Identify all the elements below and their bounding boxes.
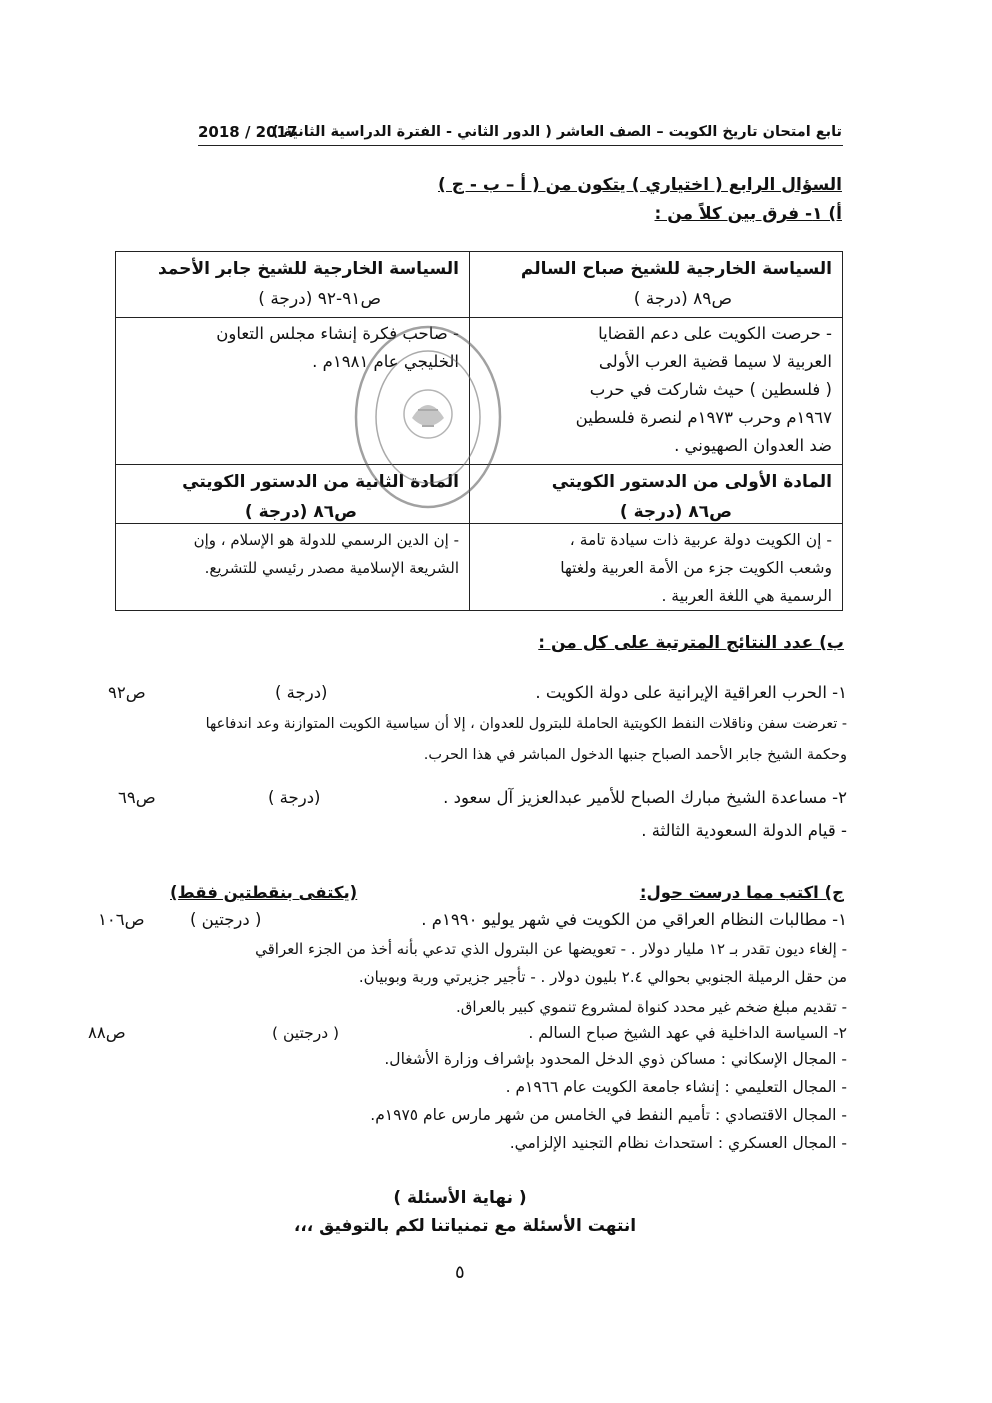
table-header-label: السياسة الخارجية للشيخ صباح السالم bbox=[520, 259, 832, 279]
part-c-item-one-mark: ( درجتين ) bbox=[190, 910, 262, 929]
table-cell-line: الشريعة الإسلامية مصدر رئيسي للتشريع. bbox=[204, 559, 459, 577]
part-c-item-one-answer: - إلغاء ديون تقدر بـ ١٢ مليار دولار . - تعويضها عن البترول الذي تدعي بأنه أخذ من الجزء العراقي bbox=[255, 940, 847, 958]
table-cell-line: الرسمية هي اللغة العربية . bbox=[661, 587, 832, 605]
table-cell-line: - حرصت الكويت على دعم القضايا bbox=[598, 324, 832, 343]
table-cell-line: ١٩٦٧م وحرب ١٩٧٣م لنصرة فلسطين bbox=[575, 408, 832, 427]
part-b-item-one-page: ص٩٢ bbox=[108, 683, 146, 702]
table-cell-sabah-policy bbox=[469, 317, 843, 465]
table-cell-line: وشعب الكويت جزء من الأمة العربية ولغتها bbox=[560, 559, 832, 577]
part-c-item-two-mark: ( درجتين ) bbox=[272, 1024, 340, 1042]
page-number: ٥ bbox=[455, 1262, 465, 1283]
question-four-title: السؤال الرابع ( اختياري ) يتكون من ( أ – ب - ج ) bbox=[438, 175, 842, 195]
part-c-item-two-page: ص٨٨ bbox=[88, 1023, 126, 1042]
table-cell-line: العربية لا سيما قضية العرب الأولى bbox=[598, 352, 832, 371]
table-header-article-one bbox=[469, 464, 843, 524]
part-c-item-two: ٢- السياسة الداخلية في عهد الشيخ صباح السالم . bbox=[528, 1024, 847, 1042]
part-c-item-two-answer: - المجال التعليمي : إنشاء جامعة الكويت عام ١٩٦٦م . bbox=[505, 1078, 847, 1096]
table-header-sabah bbox=[469, 251, 843, 318]
part-b-item-two-answer: - قيام الدولة السعودية الثالثة . bbox=[641, 821, 847, 840]
part-b-item-one-mark: (درجة ) bbox=[275, 683, 328, 702]
part-b-item-one: ١- الحرب العراقية الإيرانية على دولة الكويت . bbox=[535, 683, 847, 702]
exam-header-title: تابع امتحان تاريخ الكويت – الصف العاشر ( الدور الثاني - الفترة الدراسية الثانية ) bbox=[271, 124, 842, 140]
table-cell-line: - إن الدين الرسمي للدولة هو الإسلام ، وإن bbox=[193, 531, 459, 549]
table-header-mark: ص٨٦ (درجة ) bbox=[244, 502, 357, 522]
part-c-item-one-answer: من حقل الرميلة الجنوبي بحوالي ٢.٤ بليون دولار . - تأجير جزيرتي وربة وبوبيان. bbox=[358, 968, 847, 986]
part-c-item-one: ١- مطالبات النظام العراقي من الكويت في شهر يوليو ١٩٩٠م . bbox=[421, 910, 847, 929]
end-of-questions: ( نهاية الأسئلة ) bbox=[393, 1188, 527, 1208]
part-b-title: ب) عدد النتائج المترتبة على كل من : bbox=[538, 633, 844, 653]
part-a-title: أ) ١- فرق بين كلاً من : bbox=[654, 204, 842, 224]
table-cell-article-two bbox=[115, 523, 470, 611]
part-b-item-one-answer: وحكمة الشيخ جابر الأحمد الصباح جنبها الدخول المباشر في هذا الحرب. bbox=[423, 747, 847, 763]
part-c-item-one-answer: - تقديم مبلغ ضخم غير محدد كنواة لمشروع تنموي كبير بالعراق. bbox=[456, 998, 847, 1016]
table-header-label: السياسة الخارجية للشيخ جابر الأحمد bbox=[157, 259, 459, 279]
part-b-item-two-mark: (درجة ) bbox=[268, 788, 321, 807]
exam-year: 2018 / 2017 bbox=[198, 123, 298, 141]
part-c-title: ج) اكتب مما درست حول: bbox=[639, 883, 844, 902]
table-header-mark: ص٨٦ (درجة ) bbox=[619, 502, 732, 522]
part-b-item-two-page: ص٦٩ bbox=[118, 788, 156, 807]
table-cell-line: الخليجي عام ١٩٨١م . bbox=[312, 352, 459, 371]
table-cell-article-one bbox=[469, 523, 843, 611]
part-c-item-one-page: ص١٠٦ bbox=[98, 910, 145, 929]
closing-wishes: انتهت الأسئلة مع تمنياتنا لكم بالتوفيق ،،، bbox=[293, 1216, 637, 1236]
table-header-mark: ص٨٩ (درجة ) bbox=[633, 289, 732, 309]
header-underline bbox=[198, 145, 843, 146]
table-header-mark: ص٩١-٩٢ (درجة ) bbox=[258, 289, 381, 309]
part-c-item-two-answer: - المجال الاقتصادي : تأميم النفط في الخامس من شهر مارس عام ١٩٧٥م. bbox=[370, 1106, 847, 1124]
official-stamp bbox=[352, 322, 504, 512]
table-cell-line: ضد العدوان الصهيوني . bbox=[674, 436, 832, 455]
table-cell-line: - صاحب فكرة إنشاء مجلس التعاون bbox=[216, 324, 459, 343]
table-cell-line: ( فلسطين ) حيث شاركت في حرب bbox=[589, 380, 832, 399]
part-c-note: (يكتفى بنقطتين فقط) bbox=[170, 883, 358, 902]
part-b-item-two: ٢- مساعدة الشيخ مبارك الصباح للأمير عبدالعزيز آل سعود . bbox=[443, 788, 847, 807]
part-c-item-two-answer: - المجال الإسكاني : مساكن ذوي الدخل المحدود بإشراف وزارة الأشغال. bbox=[384, 1050, 847, 1068]
table-cell-line: - إن الكويت دولة عربية ذات سيادة تامة ، bbox=[569, 531, 832, 549]
part-b-item-one-answer: - تعرضت سفن وناقلات النفط الكويتية الحاملة للبترول للعدوان ، إلا أن سياسية الكويت المتوازنة وعد اندفاعها bbox=[205, 716, 847, 732]
part-c-item-two-answer: - المجال العسكري : استحداث نظام التجنيد الإلزامي. bbox=[509, 1134, 847, 1152]
table-header-label: المادة الأولى من الدستور الكويتي bbox=[551, 472, 832, 492]
table-header-jaber bbox=[115, 251, 470, 318]
table-header-label: المادة الثانية من الدستور الكويتي bbox=[182, 472, 459, 492]
